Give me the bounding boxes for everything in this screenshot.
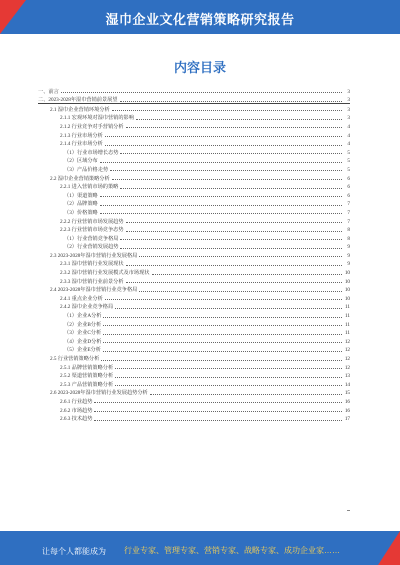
toc-leader-dots — [105, 299, 342, 300]
toc-entry-page: 7 — [347, 201, 350, 208]
toc-entry[interactable] — [38, 259, 350, 268]
toc-entry[interactable] — [38, 250, 350, 259]
toc-entry[interactable] — [38, 207, 350, 216]
toc-entry[interactable] — [38, 95, 350, 105]
toc-entry-label: 2.1.4 行业市场分析 — [60, 141, 103, 148]
toc-leader-dots — [115, 308, 342, 309]
toc-entry-label: 2.2 湿巾企业营销策略分析 — [50, 175, 110, 182]
toc-entry-label: （1）企业A分析 — [64, 313, 102, 320]
toc-entry-page: 3 — [347, 115, 350, 122]
toc-entry[interactable] — [38, 104, 350, 113]
toc-leader-dots — [94, 420, 342, 421]
toc-entry-label: （4）企业D分析 — [64, 338, 102, 345]
toc-entry[interactable] — [38, 362, 350, 371]
toc-entry-page: 7 — [347, 218, 350, 225]
toc-entry[interactable] — [38, 242, 350, 251]
toc-entry-page: 16 — [344, 398, 350, 405]
toc-entry-label: （1）行业市场增长态势 — [64, 149, 119, 156]
toc-entry-page: 10 — [344, 287, 350, 294]
toc-entry-page: 9 — [347, 244, 350, 251]
toc-entry-page: 8 — [347, 227, 350, 234]
toc-entry[interactable] — [38, 302, 350, 311]
toc-entry-page: 5 — [347, 149, 350, 156]
toc-entry-label: （5）企业E分析 — [64, 347, 101, 354]
toc-entry-page: 11 — [345, 313, 350, 320]
toc-leader-dots — [100, 162, 342, 163]
toc-entry-page: 15 — [344, 390, 350, 397]
toc-leader-dots — [120, 188, 342, 189]
toc-entry-label: （2）品牌策略 — [64, 201, 98, 208]
toc-leader-dots — [120, 153, 342, 154]
toc-title: 内容目录 — [173, 60, 226, 75]
toc-entry[interactable] — [38, 396, 350, 405]
toc-entry-page: 17 — [344, 416, 350, 423]
toc-entry-page: 12 — [344, 347, 350, 354]
toc-entry-label: 2.6 2023-2028年湿巾营销行业发展趋势分析 — [50, 390, 148, 397]
toc-entry[interactable] — [38, 267, 350, 276]
toc-leader-dots — [103, 317, 342, 318]
toc-entry[interactable] — [38, 293, 350, 302]
toc-leader-dots — [115, 385, 342, 386]
toc-leader-dots — [105, 145, 342, 146]
toc-leader-dots — [101, 360, 342, 361]
header-bar — [0, 0, 400, 34]
toc-entry-label: 2.3 2023-2028年湿巾营销行业发展格局 — [50, 252, 138, 259]
toc-entry-label: 2.5 行业营销策略分析 — [50, 356, 100, 362]
toc-entry-page: 12 — [344, 356, 350, 362]
toc-entry-label: 2.4.1 重点企业分析 — [60, 295, 103, 302]
toc-entry-page: 4 — [347, 132, 350, 139]
toc-entry-label: 2.4.2 湿巾企业竞争格局 — [60, 304, 114, 311]
toc-leader-dots — [150, 394, 342, 395]
toc-entry-page: 5 — [347, 158, 350, 165]
toc-entry[interactable] — [38, 156, 350, 165]
toc-entry-label: 2.6.2 市场趋势 — [60, 407, 93, 414]
toc-leader-dots — [126, 222, 342, 223]
footer-bar — [0, 531, 400, 565]
toc-entry[interactable] — [38, 388, 350, 397]
toc-entry-label: 2.1 湿巾企业营销环境分析 — [50, 106, 110, 113]
toc-entry-page: 10 — [344, 278, 350, 285]
toc-entry-page: 11 — [345, 321, 350, 328]
toc-entry-label: 2.3.2 湿巾营销行业发展模式及市场现状 — [60, 270, 150, 277]
toc-entry-page: 3 — [347, 106, 350, 113]
toc-entry-label: （2）行业营销发展趋势 — [64, 244, 119, 251]
toc-entry[interactable] — [38, 310, 350, 319]
footer-slogan: 让每个人都能成为 — [42, 547, 106, 556]
toc-leader-dots — [139, 256, 342, 257]
toc-entry[interactable] — [38, 328, 350, 337]
toc-entry[interactable] — [38, 233, 350, 242]
toc-entry-label: 2.5.1 品牌营销策略分析 — [60, 364, 114, 371]
toc-entry[interactable] — [38, 345, 350, 354]
table-of-contents — [38, 86, 350, 422]
toc-entry-label: 2.3.3 湿巾营销行业前景分析 — [60, 278, 124, 285]
toc-entry-page: 8 — [347, 235, 350, 242]
toc-leader-dots — [105, 136, 342, 137]
toc-leader-dots — [110, 170, 342, 171]
toc-entry-page: 13 — [344, 373, 350, 380]
footer-accent — [378, 531, 400, 565]
toc-entry[interactable] — [38, 379, 350, 388]
toc-entry-page: 16 — [344, 407, 350, 414]
toc-entry-label: 2.2.2 行业营销市场发展趋势 — [60, 218, 124, 225]
toc-entry[interactable] — [38, 139, 350, 148]
toc-entry-label: （1）渠道策略 — [64, 192, 98, 199]
toc-entry-label: 2.6.1 行业趋势 — [60, 398, 93, 405]
toc-entry-label: 2.6.3 技术趋势 — [60, 416, 93, 423]
toc-entry[interactable] — [38, 216, 350, 225]
toc-entry[interactable] — [38, 173, 350, 182]
toc-entry-page: 10 — [344, 295, 350, 302]
page-mark — [347, 510, 350, 511]
toc-leader-dots — [136, 119, 342, 120]
toc-entry-page: 5 — [347, 166, 350, 173]
toc-entry[interactable] — [38, 353, 350, 362]
toc-entry-page: 7 — [347, 209, 350, 216]
toc-entry[interactable] — [38, 336, 350, 345]
toc-entry-page: 10 — [344, 270, 350, 277]
toc-entry-page: 6 — [347, 192, 350, 199]
toc-leader-dots — [94, 402, 342, 403]
toc-entry-label: 2.1.3 行业市场分析 — [60, 132, 103, 139]
toc-leader-dots — [100, 196, 342, 197]
toc-entry-label: 2.1.2 行业竞争对手营销分析 — [60, 123, 124, 130]
toc-leader-dots — [103, 342, 342, 343]
toc-entry-label: （1）行业营销竞争格局 — [64, 235, 119, 242]
toc-entry[interactable] — [38, 113, 350, 122]
toc-entry-page: 4 — [347, 141, 350, 148]
toc-leader-dots — [103, 334, 342, 335]
toc-entry-label: 2.4 2023-2028年湿巾营销行业竞争格局 — [50, 287, 138, 294]
toc-leader-dots — [115, 368, 342, 369]
toc-entry[interactable] — [38, 225, 350, 234]
toc-entry-label: （3）企业C分析 — [64, 330, 102, 337]
toc-entry-label: 一、前言 — [38, 88, 59, 95]
toc-leader-dots — [120, 239, 342, 240]
toc-leader-dots — [126, 127, 342, 128]
toc-entry[interactable] — [38, 130, 350, 139]
toc-leader-dots — [112, 179, 342, 180]
toc-entry-label: 2.3.1 湿巾营销行业发展现状 — [60, 261, 124, 268]
toc-entry[interactable] — [38, 164, 350, 173]
toc-leader-dots — [120, 248, 342, 249]
toc-entry-label: （3）价格策略 — [64, 209, 98, 216]
toc-entry-page: 11 — [345, 304, 350, 311]
toc-entry[interactable] — [38, 182, 350, 191]
toc-entry-page: 6 — [347, 175, 350, 182]
toc-entry-page: 14 — [344, 381, 350, 388]
toc-entry-page: 9 — [347, 252, 350, 259]
toc-entry[interactable] — [38, 190, 350, 199]
toc-entry-label: 2.2.3 行业营销市场竞争态势 — [60, 227, 124, 234]
toc-leader-dots — [152, 274, 343, 275]
toc-leader-dots — [112, 110, 342, 111]
toc-leader-dots — [103, 325, 342, 326]
toc-entry[interactable] — [38, 405, 350, 414]
toc-leader-dots — [126, 282, 342, 283]
toc-entry[interactable] — [38, 121, 350, 130]
toc-leader-dots — [126, 265, 342, 266]
toc-leader-dots — [115, 377, 342, 378]
toc-entry-page: 4 — [347, 123, 350, 130]
toc-entry[interactable] — [38, 319, 350, 328]
toc-entry-label: 2.5.2 渠道营销策略分析 — [60, 373, 114, 380]
toc-entry-page: 3 — [347, 88, 350, 95]
document-title: 湿巾企业文化营销策略研究报告 — [105, 12, 295, 27]
toc-leader-dots — [139, 291, 342, 292]
toc-leader-dots — [126, 231, 342, 232]
toc-entry-page: 9 — [347, 261, 350, 268]
toc-entry-label: （2）企业B分析 — [64, 321, 102, 328]
toc-entry-label: （3）产品价格走势 — [64, 166, 109, 173]
toc-entry[interactable] — [38, 414, 350, 423]
toc-entry-label: （2）区域分布 — [64, 158, 98, 165]
toc-entry[interactable] — [38, 86, 350, 95]
toc-entry-page: 3 — [347, 97, 350, 104]
toc-entry-page: 11 — [345, 330, 350, 337]
toc-entry-page: 12 — [344, 364, 350, 371]
toc-entry[interactable] — [38, 371, 350, 380]
toc-leader-dots — [103, 351, 342, 352]
toc-entry[interactable] — [38, 285, 350, 294]
toc-entry[interactable] — [38, 276, 350, 285]
toc-leader-dots — [61, 92, 342, 93]
toc-entry[interactable] — [38, 147, 350, 156]
toc-entry-page: 6 — [347, 184, 350, 191]
toc-entry-label: 二、2023-2028年湿巾营销前景展望 — [38, 97, 118, 104]
toc-entry-label: 2.5.3 产品营销策略分析 — [60, 381, 114, 388]
toc-leader-dots — [100, 205, 342, 206]
footer-roles: 行业专家、管理专家、营销专家、战略专家、成功企业家…… — [124, 546, 340, 555]
toc-entry-label: 2.2.1 进入营销市场的策略 — [60, 184, 119, 191]
toc-entry[interactable] — [38, 199, 350, 208]
toc-leader-dots — [120, 101, 342, 102]
toc-leader-dots — [100, 213, 342, 214]
toc-entry-page: 12 — [344, 338, 350, 345]
toc-leader-dots — [94, 411, 342, 412]
toc-entry-label: 2.1.1 宏观环境对湿巾营销的影响 — [60, 115, 134, 122]
